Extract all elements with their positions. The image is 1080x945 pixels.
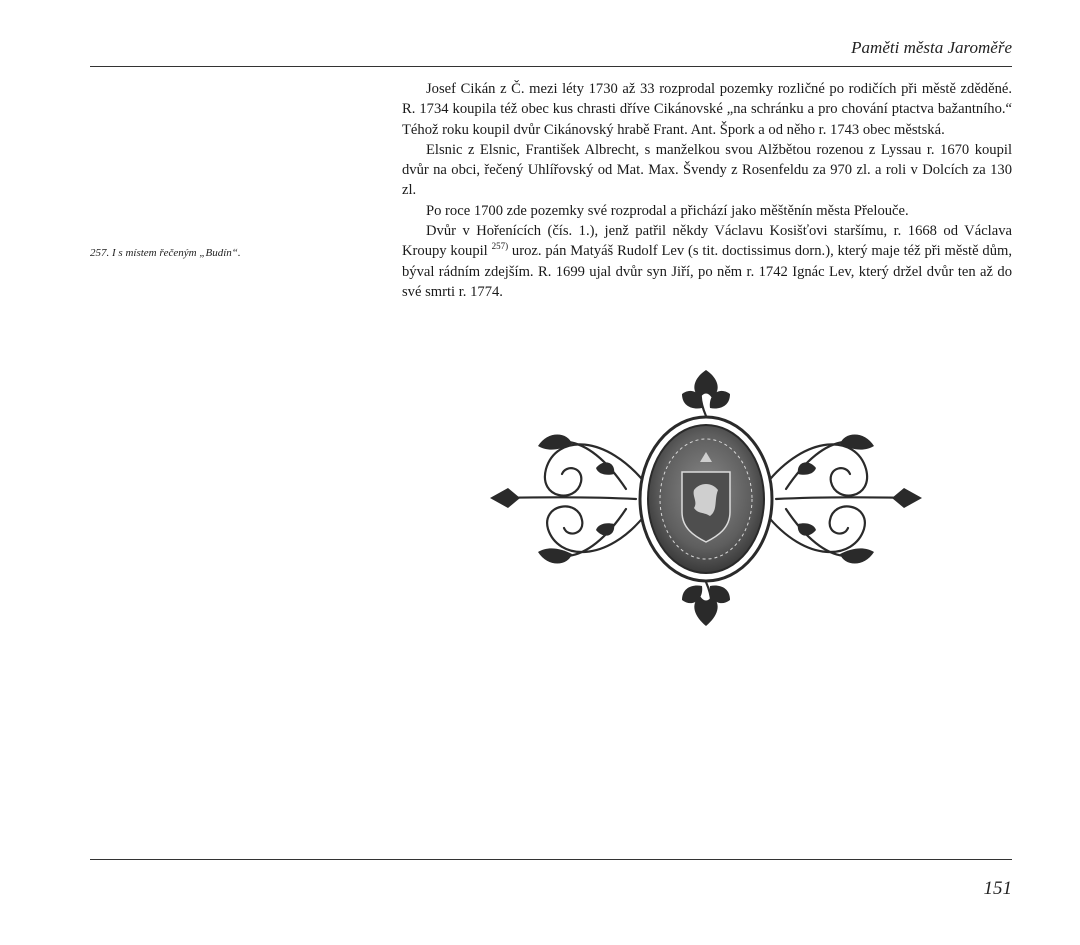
paragraph (402, 221, 1012, 302)
paragraph-text: Dvůr v Hořenících (čís. 1.), jenž patřil někdy Václavu Kosišťovi staršímu, r. 1668 od Václava Kroupy koupil (402, 223, 1012, 260)
footnote-reference[interactable]: 257) (491, 241, 509, 252)
header-rule (90, 66, 1012, 67)
paragraph-text: uroz. pán Matyáš Rudolf Lev (s tit. doctissimus dorn.), který maje též při městě dům, býval rádním zdejším. R. 1699 ujal dvůr syn Jiří, po něm r. 1742 Ignác Lev, který držel dvůr ten až do své smrti r. 1774. (402, 243, 1012, 300)
page-number: 151 (983, 878, 1012, 899)
footer-rule (90, 859, 1012, 860)
paragraph: Josef Cikán z Č. mezi léty 1730 až 33 rozprodal pozemky rozličné po rodičích při městě zděděné. R. 1734 koupila též obec kus chrasti dříve Cikánovské „na schránku a pro chování ptactva bažantního.“ Téhož roku koupil dvůr Cikánovský hrabě Frant. Ant. Špork a od něho r. 1743 obec městská. (402, 81, 1012, 138)
paragraph: Elsnic z Elsnic, František Albrecht, s manželkou svou Alžbětou rozenou z Lyssau r. 1670 koupil dvůr na obci, řečený Uhlířovský od Mat. Max. Švendy z Rosenfeldu za 970 zl. a roli v Dolcích za 130 zl. (402, 141, 1012, 199)
footnote-257: 257. I s místem řečeným „Budín“. (90, 247, 241, 259)
paragraph: Po roce 1700 zde pozemky své rozprodal a přichází jako měštěnín města Přelouče. (426, 202, 909, 219)
ornamental-seal-icon (486, 364, 926, 630)
main-text (402, 79, 1012, 302)
running-header: Paměti města Jaroměře (851, 38, 1012, 57)
